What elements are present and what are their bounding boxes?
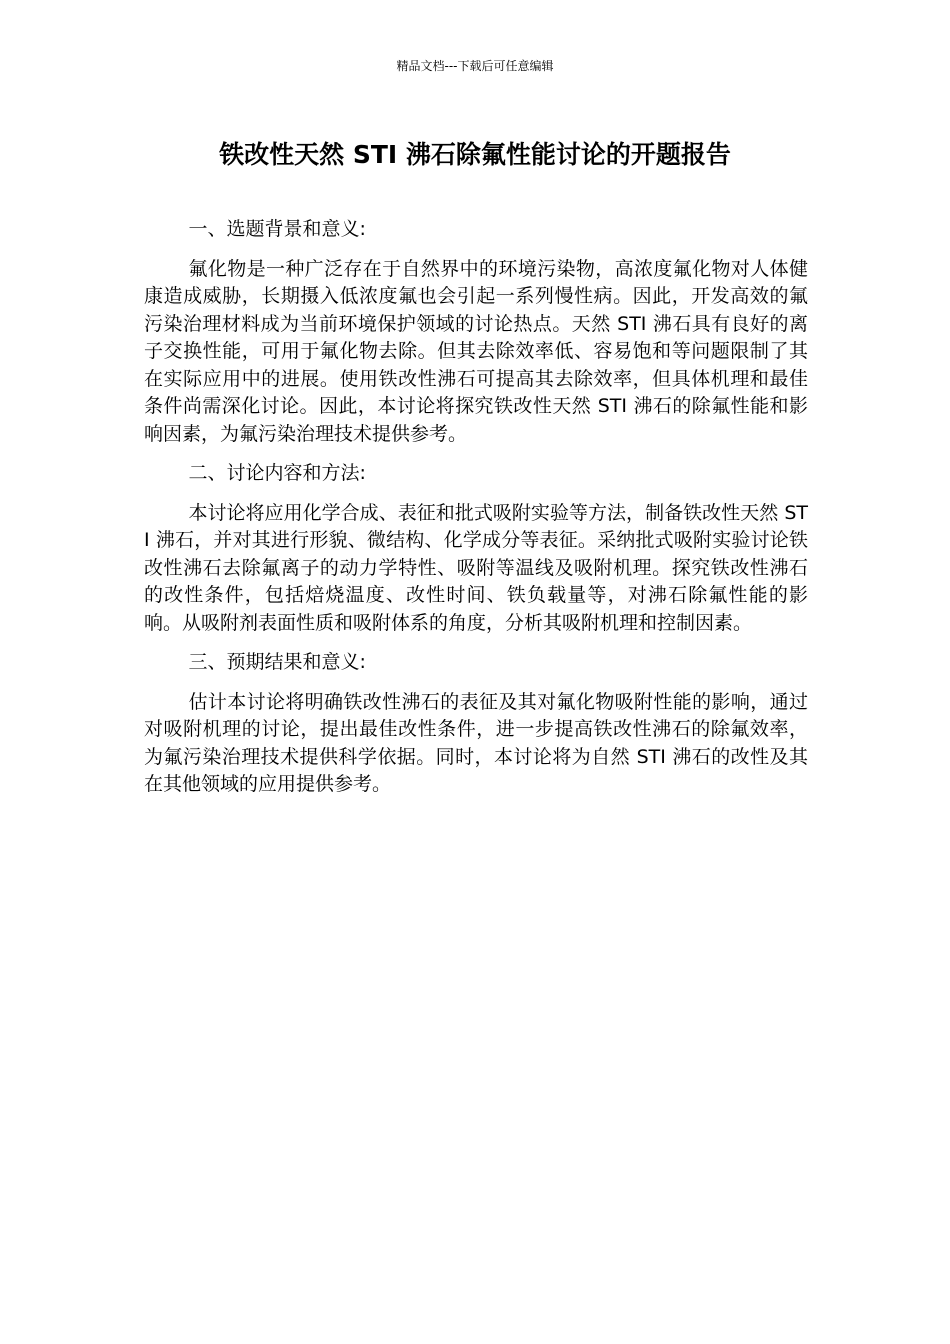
section-background (144, 216, 808, 448)
page-header: 精品文档---下载后可任意编辑 (396, 59, 554, 73)
section-expected-results (144, 649, 808, 799)
section-paragraph: 本讨论将应用化学合成、表征和批式吸附实验等方法，制备铁改性天然 STI 沸石，并对其进行形貌、微结构、化学成分等表征。采纳批式吸附实验讨论铁改性沸石去除氟离子的动力学特性、吸附等温线及吸附机理。探究铁改性沸石的改性条件，包括焙烧温度、改性时间、铁负载量等，对沸石除氟性能的影响。从吸附剂表面性质和吸附体系的角度，分析其吸附机理和控制因素。 (144, 501, 808, 634)
section-paragraph: 氟化物是一种广泛存在于自然界中的环境污染物，高浓度氟化物对人体健康造成威胁，长期摄入低浓度氟也会引起一系列慢性病。因此，开发高效的氟污染治理材料成为当前环境保护领域的讨论热点。天然 STI 沸石具有良好的离子交换性能，可用于氟化物去除。但其去除效率低、容易饱和等问题限制了其在实际应用中的进展。使用铁改性沸石可提高其去除效率，但具体机理和最佳条件尚需深化讨论。因此，本讨论将探究铁改性天然 STI 沸石的除氟性能和影响因素，为氟污染治理技术提供参考。 (144, 257, 808, 445)
section-heading: 三、预期结果和意义: (188, 651, 366, 673)
section-content-methods (144, 460, 808, 637)
document-title: 铁改性天然 STI 沸石除氟性能讨论的开题报告 (219, 140, 731, 169)
section-paragraph: 估计本讨论将明确铁改性沸石的表征及其对氟化物吸附性能的影响，通过对吸附机理的讨论，提出最佳改性条件，进一步提高铁改性沸石的除氟效率，为氟污染治理技术提供科学依据。同时，本讨论将为自然 STI 沸石的改性及其在其他领域的应用提供参考。 (144, 690, 808, 795)
section-heading: 二、讨论内容和方法: (188, 462, 366, 484)
document-body (144, 216, 808, 811)
section-heading: 一、选题背景和意义: (188, 218, 366, 240)
